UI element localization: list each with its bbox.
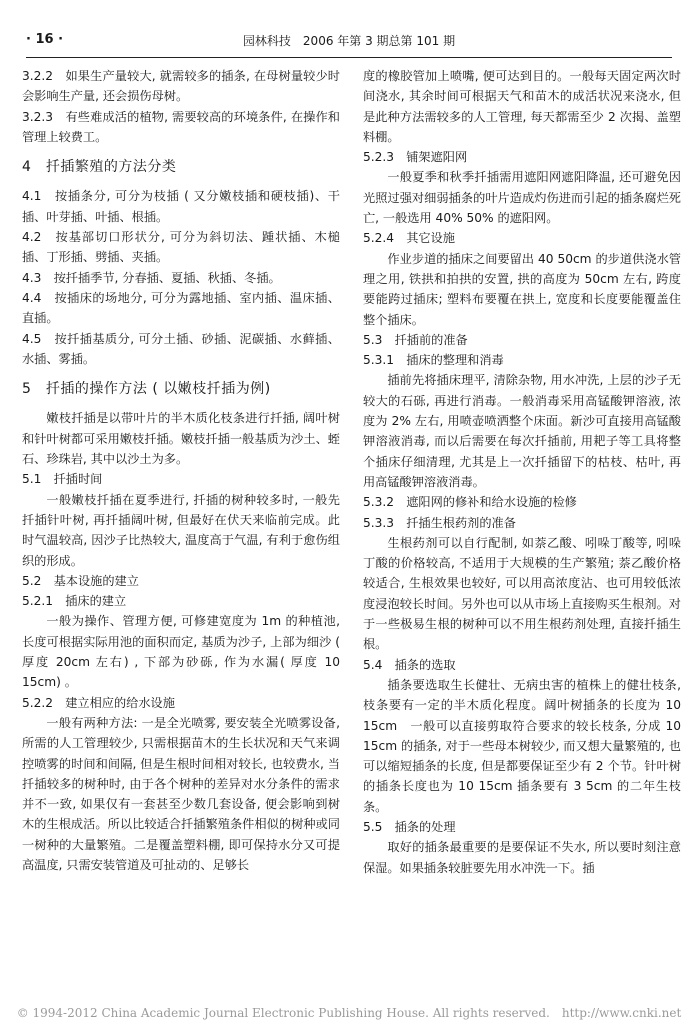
copyright-footer: © 1994-2012 China Academic Journal Electronic Publishing House. All rights reserved. http://www.cnki.net bbox=[16, 1006, 682, 1020]
para-5-3-1: 插前先将插床理平, 清除杂物, 用水冲洗, 上层的沙子无较大的石砾, 再进行消毒。一般消毒采用高锰酸钾溶液, 浓度为 2% 左右, 用喷壶喷洒整个床面。新沙可直接用高锰酸钾溶液消毒, 而以后需要在每次扦插前, 用耙子等工具将整个插床仔细清理, 尤其是上一次扦插留下的枯枝、枯叶, 再用高锰酸钾溶液消毒。 bbox=[363, 373, 681, 489]
para-5-2-1: 一般为操作、管理方便, 可修建宽度为 1m 的种植池, 长度可根据实际用池的面积而定, 基质为沙子, 上部为细沙 ( 厚度 20cm 左右) , 下部为砂砾, 作为水漏( 厚度 10 15cm) 。 bbox=[22, 614, 340, 690]
page-header bbox=[26, 30, 672, 52]
subsection-5-3-heading: 5.3 扦插前的准备 bbox=[363, 332, 468, 347]
subsection-5-2-1-heading: 5.2.1 插床的建立 bbox=[22, 594, 127, 609]
subsection-5-2-heading: 5.2 基本设施的建立 bbox=[22, 573, 139, 588]
para-5-2-3: 一般夏季和秋季扦插需用遮阳网遮阳降温, 还可避免因光照过强对细弱插条的叶片造成灼伤进而引起的插条腐烂死亡, 一般选用 40% 50% 的遮阳网。 bbox=[363, 170, 681, 226]
subsection-5-1-heading: 5.1 扦插时间 bbox=[22, 472, 103, 487]
para-4-3: 4.3 按扦插季节, 分春插、夏插、秋插、冬插。 bbox=[22, 270, 281, 285]
para-3-2-2: 3.2.2 如果生产量较大, 就需较多的插条, 在母树量较少时会影响生产量, 还会损伤母树。 bbox=[22, 69, 340, 104]
header-divider bbox=[26, 57, 672, 58]
page-number: · 16 · bbox=[26, 32, 64, 47]
section-5-heading: 5 扦插的操作方法 ( 以嫩枝扦插为例) bbox=[22, 381, 271, 398]
journal-issue-line: 园林科技 2006 年第 3 期总第 101 期 bbox=[242, 34, 456, 48]
section-4-heading: 4 扦插繁殖的方法分类 bbox=[22, 159, 177, 176]
para-4-2: 4.2 按基部切口形状分, 可分为斜切法、踵状插、木槌插、丁形插、劈插、夹插。 bbox=[22, 230, 340, 265]
para-5-4: 插条要选取生长健壮、无病虫害的植株上的健壮枝条, 枝条要有一定的半木质化程度。阔叶树插条的长度为 10 15cm 一般可以直接剪取符合要求的较长枝条, 分成 10 15cm 的插条, 对于一些母本树较少, 而又想大量繁殖的, 也可以缩短插条的长度, 但是都要保证至少有 2 个节。针叶树的插条长度也为 10 15cm 插条要有 3 5cm 的二年生枝条。 bbox=[363, 677, 681, 814]
para-5-5: 取好的插条最重要的是要保证不失水, 所以要时刻注意保湿。如果插条较脏要先用水冲洗一下。插 bbox=[363, 840, 681, 875]
subsection-5-3-3-heading: 5.3.3 扦插生根药剂的准备 bbox=[363, 515, 516, 530]
para-4-4: 4.4 按插床的场地分, 可分为露地插、室内插、温床插、直插。 bbox=[22, 290, 340, 326]
para-4-5: 4.5 按扦插基质分, 可分土插、砂插、泥碳插、水藓插、水插、雾插。 bbox=[22, 331, 340, 366]
para-5-intro: 嫩枝扦插是以带叶片的半木质化枝条进行扦插, 阔叶树和针叶树都可采用嫩枝扦插。嫩枝扦插一般基质为沙土、蛭石、珍珠岩, 其中以沙土为多。 bbox=[22, 411, 340, 467]
subsection-5-2-4-heading: 5.2.4 其它设施 bbox=[363, 231, 455, 246]
para-3-2-3: 3.2.3 有些难成活的植物, 需要较高的环境条件, 在操作和管理上较费工。 bbox=[22, 109, 340, 144]
subsection-5-2-3-heading: 5.2.3 铺架遮阳网 bbox=[363, 150, 468, 165]
para-4-1: 4.1 按插条分, 可分为枝插 ( 又分嫩枝插和硬枝插)、干插、叶芽插、叶插、根插。 bbox=[22, 189, 340, 224]
para-5-3-3: 生根药剂可以自行配制, 如萘乙酸、吲哚丁酸等, 吲哚丁酸的价格较高, 不适用于大规模的生产繁殖; 萘乙酸价格较适合, 生根效果也较好, 可以用高浓度沾、也可用较低浓度浸泡较长时间。另外也可以从市场上直接购买生根剂。对于一些极易生根的树种可以不用生根药剂处理, 直接扦插生根。 bbox=[363, 535, 681, 652]
subsection-5-2-2-heading: 5.2.2 建立相应的给水设施 bbox=[22, 695, 175, 710]
subsection-5-3-1-heading: 5.3.1 插床的整理和消毒 bbox=[363, 353, 504, 368]
subsection-5-4-heading: 5.4 插条的选取 bbox=[363, 657, 456, 672]
subsection-5-3-2-heading: 5.3.2 遮阳网的修补和给水设施的检修 bbox=[363, 495, 577, 510]
right-column bbox=[363, 66, 681, 878]
para-5-1: 一般嫩枝扦插在夏季进行, 扦插的树种较多时, 一般先扦插针叶树, 再扦插阔叶树, 但最好在伏天来临前完成。此时气温较高, 因沙子比热较大, 温度高于气温, 有利于愈伤组织的形成。 bbox=[22, 492, 340, 568]
para-5-2-2: 一般有两种方法: 一是全光喷雾, 要安装全光喷雾设备, 所需的人工管理较少, 只需根据苗木的生长状况和天气来调控喷雾的时间和间隔, 但是生根时间相对较长, 也较费水, 当扦插较多的树种时, 由于各个树种的差异对水分条件的需求并不一致, 如果仅有一套甚至少数几套设备, 便会影响到树木的生根成活。所以比较适合扦插繁殖条件相似的树种或同一树种的大量繁殖。二是覆盖塑料棚, 即可保持水分又可提高温度, 只需安装管道及可扯动的、足够长 bbox=[22, 715, 340, 872]
para-5-2-2-continued: 度的橡胶管加上喷嘴, 便可达到目的。一般每天固定两次时间浇水, 其余时间可根据天气和苗木的成活状况来浇水, 但是此种方法需较多的人工管理, 每天都需至少 2 次揭、盖塑料棚。 bbox=[363, 69, 681, 144]
left-column bbox=[22, 66, 340, 875]
subsection-5-5-heading: 5.5 插条的处理 bbox=[363, 819, 456, 834]
para-5-2-4: 作业步道的插床之间要留出 40 50cm 的步道供浇水管理之用, 铁拱和拍拱的安置, 拱的高度为 50cm 左右, 跨度要能跨过插床; 塑料布要覆在拱上, 宽度和长度要能覆盖住整个插床。 bbox=[363, 251, 681, 327]
